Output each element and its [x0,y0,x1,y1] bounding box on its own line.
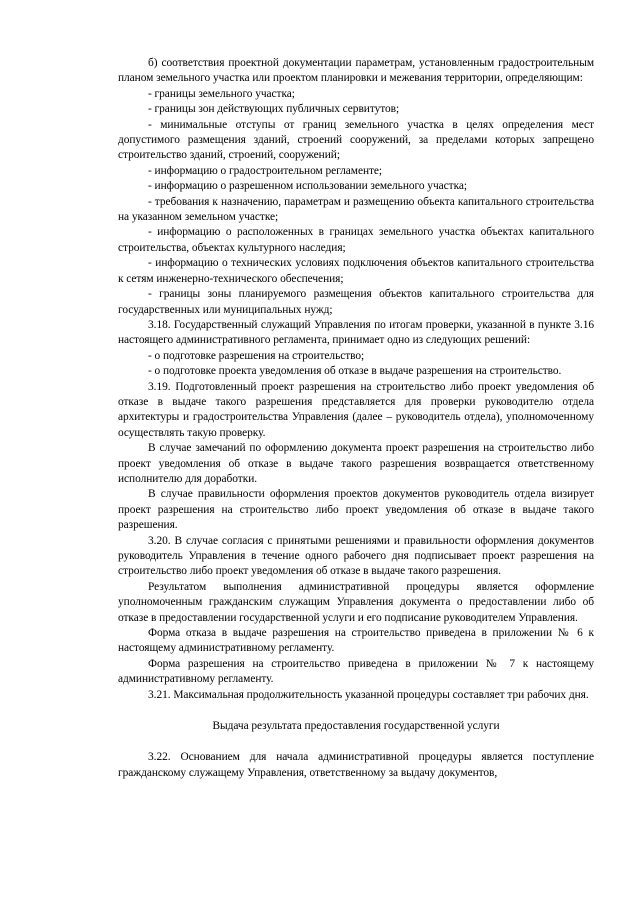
list-item-plot-boundaries: - границы земельного участка; [148,87,295,100]
list-item-permitted-use: - информацию о разрешенном использовании земельного участка; [148,180,467,193]
section-heading: Выдача результата предоставления государственной услуги [212,720,500,733]
paragraph-correct-approval: В случае правильности оформления проектов документов руководитель отдела визирует проект разрешения на строительство либо проект уведомления об отказе в выдаче такого разрешения. [118,488,594,532]
paragraph-3-20: 3.20. В случае согласия с принятыми решениями и правильности оформления документов руководитель Управления в течение одного рабочего дня подписывает проект разрешения на строительство либо проект уведомления об отказе в выдаче такого разрешения. [118,534,594,578]
paragraph-3-18: 3.18. Государственный служащий Управления по итогам проверки, указанной в пункте 3.16 настоящего административного регламента, принимает одно из следующих решений: [118,318,594,347]
list-item-located-objects: - информацию о расположенных в границах земельного участка объектах капитального строительства, объектах культурного наследия; [118,226,594,254]
list-item-planned-placement-zone: - границы зоны планируемого размещения объектов капитального строительства для государственных или муниципальных нужд; [118,288,594,316]
paragraph-3-21: 3.21. Максимальная продолжительность указанной процедуры составляет три рабочих дня. [148,688,589,701]
paragraph-refusal-form: Форма отказа в выдаче разрешения на строительство приведена в приложении № 6 к настоящему административному регламенту. [118,627,594,655]
paragraph-b-conformity: б) соответствия проектной документации параметрам, установленным градостроительным планом земельного участка или проектом планировки и межевания территории, определяющим: [118,57,594,85]
list-item-minimal-setbacks: - минимальные отступы от границ земельного участка в целях определения мест допустимого размещения зданий, строений сооружений, за пределами которых запрещено строительство зданий, строений, сооружений; [118,118,594,162]
list-item-technical-conditions: - информацию о технических условиях подключения объектов капитального строительства к сетям инженерно-технического обеспечения; [118,257,594,285]
document-page [118,56,594,781]
paragraph-3-22: 3.22. Основанием для начала административной процедуры является поступление гражданскому служащему Управления, ответственному за выдачу документов, [118,751,594,779]
paragraph-3-19: 3.19. Подготовленный проект разрешения на строительство либо проект уведомления об отказе в выдаче такого разрешения представляется для проверки руководителю отдела архитектуры и градостроительства Управления (далее – руководитель отдела), уполномоченному осуществлять такую проверку. [118,380,594,439]
list-item-prepare-permit: - о подготовке разрешения на строительство; [148,349,365,362]
paragraph-remarks-return: В случае замечаний по оформлению документа проект разрешения на строительство либо проект уведомления об отказе в выдаче такого разрешения возвращается ответственному исполнителю для доработки. [118,442,594,485]
list-item-object-requirements: - требования к назначению, параметрам и размещению объекта капитального строительства на указанном земельном участке; [118,195,594,224]
paragraph-permit-form: Форма разрешения на строительство приведена в приложении № 7 к настоящему административному регламенту. [118,657,594,686]
list-item-urban-regulation: - информацию о градостроительном регламенте; [148,164,383,177]
list-item-prepare-refusal: - о подготовке проекта уведомления об отказе в выдаче разрешения на строительство. [148,365,562,378]
list-item-servitude-zones: - границы зон действующих публичных сервитутов; [148,103,400,116]
paragraph-procedure-result: Результатом выполнения административной процедуры является оформление уполномоченным гражданским служащим Управления документа о предоставлении либо об отказе в предоставлении государственной услуги и его подписание руководителем Управления. [118,580,594,624]
